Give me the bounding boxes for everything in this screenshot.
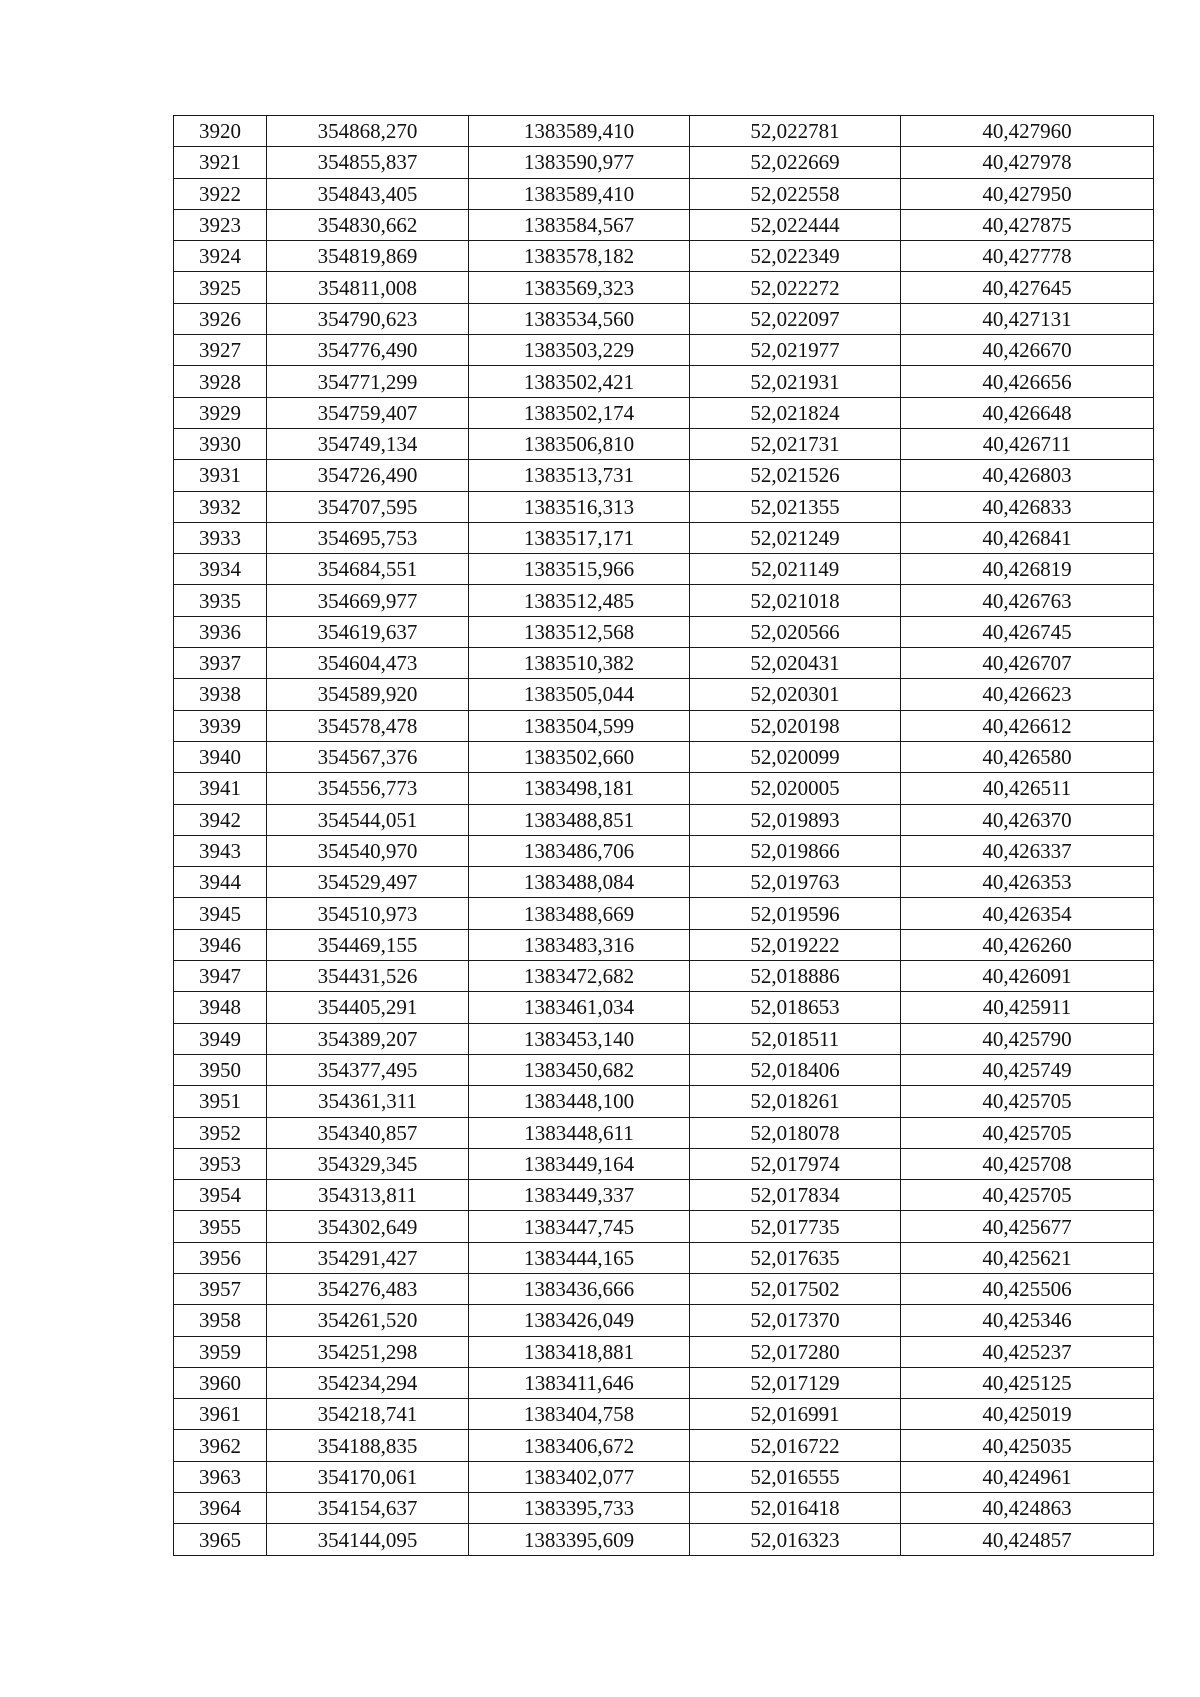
y-coordinate-cell: 1383472,682 bbox=[469, 961, 690, 992]
x-coordinate-cell: 354540,970 bbox=[267, 835, 469, 866]
latitude-cell: 52,018078 bbox=[690, 1117, 901, 1148]
latitude-cell: 52,022781 bbox=[690, 116, 901, 147]
table-row bbox=[174, 1211, 1154, 1242]
latitude-cell: 52,022444 bbox=[690, 209, 901, 240]
longitude-cell: 40,426370 bbox=[901, 804, 1154, 835]
y-coordinate-cell: 1383402,077 bbox=[469, 1461, 690, 1492]
point-number-cell: 3925 bbox=[174, 272, 267, 303]
y-coordinate-cell: 1383448,100 bbox=[469, 1086, 690, 1117]
latitude-cell: 52,021355 bbox=[690, 491, 901, 522]
x-coordinate-cell: 354261,520 bbox=[267, 1305, 469, 1336]
latitude-cell: 52,016418 bbox=[690, 1493, 901, 1524]
longitude-cell: 40,427978 bbox=[901, 147, 1154, 178]
x-coordinate-cell: 354144,095 bbox=[267, 1524, 469, 1555]
table-row bbox=[174, 1399, 1154, 1430]
y-coordinate-cell: 1383517,171 bbox=[469, 522, 690, 553]
longitude-cell: 40,427131 bbox=[901, 303, 1154, 334]
longitude-cell: 40,426841 bbox=[901, 522, 1154, 553]
point-number-cell: 3927 bbox=[174, 335, 267, 366]
point-number-cell: 3959 bbox=[174, 1336, 267, 1367]
table-row bbox=[174, 366, 1154, 397]
x-coordinate-cell: 354811,008 bbox=[267, 272, 469, 303]
table-row bbox=[174, 554, 1154, 585]
x-coordinate-cell: 354431,526 bbox=[267, 961, 469, 992]
y-coordinate-cell: 1383448,611 bbox=[469, 1117, 690, 1148]
longitude-cell: 40,426656 bbox=[901, 366, 1154, 397]
longitude-cell: 40,425035 bbox=[901, 1430, 1154, 1461]
point-number-cell: 3955 bbox=[174, 1211, 267, 1242]
table-row bbox=[174, 303, 1154, 334]
longitude-cell: 40,425705 bbox=[901, 1086, 1154, 1117]
longitude-cell: 40,427950 bbox=[901, 178, 1154, 209]
longitude-cell: 40,425237 bbox=[901, 1336, 1154, 1367]
y-coordinate-cell: 1383503,229 bbox=[469, 335, 690, 366]
coordinates-table bbox=[173, 115, 1154, 1556]
longitude-cell: 40,425708 bbox=[901, 1148, 1154, 1179]
latitude-cell: 52,016991 bbox=[690, 1399, 901, 1430]
table-row bbox=[174, 648, 1154, 679]
longitude-cell: 40,426707 bbox=[901, 648, 1154, 679]
point-number-cell: 3951 bbox=[174, 1086, 267, 1117]
table-row bbox=[174, 992, 1154, 1023]
table-row bbox=[174, 961, 1154, 992]
longitude-cell: 40,426803 bbox=[901, 460, 1154, 491]
longitude-cell: 40,426511 bbox=[901, 773, 1154, 804]
point-number-cell: 3932 bbox=[174, 491, 267, 522]
y-coordinate-cell: 1383404,758 bbox=[469, 1399, 690, 1430]
point-number-cell: 3928 bbox=[174, 366, 267, 397]
latitude-cell: 52,020099 bbox=[690, 741, 901, 772]
table-row bbox=[174, 616, 1154, 647]
table-row bbox=[174, 1086, 1154, 1117]
point-number-cell: 3938 bbox=[174, 679, 267, 710]
point-number-cell: 3924 bbox=[174, 241, 267, 272]
table-row bbox=[174, 241, 1154, 272]
longitude-cell: 40,426260 bbox=[901, 929, 1154, 960]
point-number-cell: 3937 bbox=[174, 648, 267, 679]
x-coordinate-cell: 354170,061 bbox=[267, 1461, 469, 1492]
table-row bbox=[174, 272, 1154, 303]
y-coordinate-cell: 1383512,568 bbox=[469, 616, 690, 647]
point-number-cell: 3920 bbox=[174, 116, 267, 147]
table-row bbox=[174, 1273, 1154, 1304]
latitude-cell: 52,016722 bbox=[690, 1430, 901, 1461]
y-coordinate-cell: 1383502,660 bbox=[469, 741, 690, 772]
table-row bbox=[174, 522, 1154, 553]
x-coordinate-cell: 354389,207 bbox=[267, 1023, 469, 1054]
table-row bbox=[174, 1430, 1154, 1461]
y-coordinate-cell: 1383498,181 bbox=[469, 773, 690, 804]
x-coordinate-cell: 354313,811 bbox=[267, 1180, 469, 1211]
latitude-cell: 52,019763 bbox=[690, 867, 901, 898]
point-number-cell: 3942 bbox=[174, 804, 267, 835]
point-number-cell: 3936 bbox=[174, 616, 267, 647]
point-number-cell: 3946 bbox=[174, 929, 267, 960]
x-coordinate-cell: 354771,299 bbox=[267, 366, 469, 397]
longitude-cell: 40,426648 bbox=[901, 397, 1154, 428]
table-row bbox=[174, 1242, 1154, 1273]
x-coordinate-cell: 354218,741 bbox=[267, 1399, 469, 1430]
x-coordinate-cell: 354578,478 bbox=[267, 710, 469, 741]
y-coordinate-cell: 1383411,646 bbox=[469, 1367, 690, 1398]
x-coordinate-cell: 354619,637 bbox=[267, 616, 469, 647]
latitude-cell: 52,022272 bbox=[690, 272, 901, 303]
x-coordinate-cell: 354469,155 bbox=[267, 929, 469, 960]
latitude-cell: 52,021931 bbox=[690, 366, 901, 397]
latitude-cell: 52,022349 bbox=[690, 241, 901, 272]
y-coordinate-cell: 1383516,313 bbox=[469, 491, 690, 522]
latitude-cell: 52,021824 bbox=[690, 397, 901, 428]
longitude-cell: 40,424961 bbox=[901, 1461, 1154, 1492]
table-row bbox=[174, 804, 1154, 835]
x-coordinate-cell: 354377,495 bbox=[267, 1054, 469, 1085]
latitude-cell: 52,021731 bbox=[690, 428, 901, 459]
y-coordinate-cell: 1383534,560 bbox=[469, 303, 690, 334]
latitude-cell: 52,018406 bbox=[690, 1054, 901, 1085]
x-coordinate-cell: 354276,483 bbox=[267, 1273, 469, 1304]
point-number-cell: 3921 bbox=[174, 147, 267, 178]
point-number-cell: 3962 bbox=[174, 1430, 267, 1461]
coordinates-table-body bbox=[174, 116, 1154, 1556]
longitude-cell: 40,426612 bbox=[901, 710, 1154, 741]
longitude-cell: 40,425621 bbox=[901, 1242, 1154, 1273]
point-number-cell: 3935 bbox=[174, 585, 267, 616]
y-coordinate-cell: 1383449,337 bbox=[469, 1180, 690, 1211]
y-coordinate-cell: 1383449,164 bbox=[469, 1148, 690, 1179]
latitude-cell: 52,020005 bbox=[690, 773, 901, 804]
longitude-cell: 40,426580 bbox=[901, 741, 1154, 772]
latitude-cell: 52,022669 bbox=[690, 147, 901, 178]
y-coordinate-cell: 1383512,485 bbox=[469, 585, 690, 616]
x-coordinate-cell: 354556,773 bbox=[267, 773, 469, 804]
x-coordinate-cell: 354868,270 bbox=[267, 116, 469, 147]
x-coordinate-cell: 354291,427 bbox=[267, 1242, 469, 1273]
latitude-cell: 52,022558 bbox=[690, 178, 901, 209]
x-coordinate-cell: 354589,920 bbox=[267, 679, 469, 710]
latitude-cell: 52,018511 bbox=[690, 1023, 901, 1054]
longitude-cell: 40,425346 bbox=[901, 1305, 1154, 1336]
x-coordinate-cell: 354188,835 bbox=[267, 1430, 469, 1461]
x-coordinate-cell: 354251,298 bbox=[267, 1336, 469, 1367]
latitude-cell: 52,019893 bbox=[690, 804, 901, 835]
longitude-cell: 40,426819 bbox=[901, 554, 1154, 585]
longitude-cell: 40,425019 bbox=[901, 1399, 1154, 1430]
table-row bbox=[174, 1180, 1154, 1211]
y-coordinate-cell: 1383502,421 bbox=[469, 366, 690, 397]
y-coordinate-cell: 1383589,410 bbox=[469, 116, 690, 147]
x-coordinate-cell: 354329,345 bbox=[267, 1148, 469, 1179]
latitude-cell: 52,017370 bbox=[690, 1305, 901, 1336]
x-coordinate-cell: 354776,490 bbox=[267, 335, 469, 366]
y-coordinate-cell: 1383590,977 bbox=[469, 147, 690, 178]
table-row bbox=[174, 1023, 1154, 1054]
table-row bbox=[174, 1493, 1154, 1524]
y-coordinate-cell: 1383488,669 bbox=[469, 898, 690, 929]
point-number-cell: 3965 bbox=[174, 1524, 267, 1555]
table-row bbox=[174, 710, 1154, 741]
point-number-cell: 3960 bbox=[174, 1367, 267, 1398]
y-coordinate-cell: 1383488,084 bbox=[469, 867, 690, 898]
longitude-cell: 40,427960 bbox=[901, 116, 1154, 147]
longitude-cell: 40,425911 bbox=[901, 992, 1154, 1023]
x-coordinate-cell: 354749,134 bbox=[267, 428, 469, 459]
longitude-cell: 40,425790 bbox=[901, 1023, 1154, 1054]
table-row bbox=[174, 741, 1154, 772]
y-coordinate-cell: 1383395,609 bbox=[469, 1524, 690, 1555]
table-row bbox=[174, 147, 1154, 178]
latitude-cell: 52,016555 bbox=[690, 1461, 901, 1492]
x-coordinate-cell: 354544,051 bbox=[267, 804, 469, 835]
point-number-cell: 3945 bbox=[174, 898, 267, 929]
x-coordinate-cell: 354510,973 bbox=[267, 898, 469, 929]
x-coordinate-cell: 354707,595 bbox=[267, 491, 469, 522]
longitude-cell: 40,427875 bbox=[901, 209, 1154, 240]
longitude-cell: 40,426337 bbox=[901, 835, 1154, 866]
table-row bbox=[174, 679, 1154, 710]
y-coordinate-cell: 1383505,044 bbox=[469, 679, 690, 710]
x-coordinate-cell: 354604,473 bbox=[267, 648, 469, 679]
x-coordinate-cell: 354529,497 bbox=[267, 867, 469, 898]
latitude-cell: 52,021249 bbox=[690, 522, 901, 553]
point-number-cell: 3958 bbox=[174, 1305, 267, 1336]
longitude-cell: 40,424857 bbox=[901, 1524, 1154, 1555]
table-row bbox=[174, 835, 1154, 866]
latitude-cell: 52,021018 bbox=[690, 585, 901, 616]
latitude-cell: 52,017129 bbox=[690, 1367, 901, 1398]
x-coordinate-cell: 354790,623 bbox=[267, 303, 469, 334]
x-coordinate-cell: 354340,857 bbox=[267, 1117, 469, 1148]
longitude-cell: 40,426763 bbox=[901, 585, 1154, 616]
x-coordinate-cell: 354819,869 bbox=[267, 241, 469, 272]
x-coordinate-cell: 354830,662 bbox=[267, 209, 469, 240]
point-number-cell: 3943 bbox=[174, 835, 267, 866]
table-row bbox=[174, 1305, 1154, 1336]
longitude-cell: 40,426353 bbox=[901, 867, 1154, 898]
x-coordinate-cell: 354669,977 bbox=[267, 585, 469, 616]
x-coordinate-cell: 354726,490 bbox=[267, 460, 469, 491]
y-coordinate-cell: 1383486,706 bbox=[469, 835, 690, 866]
latitude-cell: 52,021977 bbox=[690, 335, 901, 366]
x-coordinate-cell: 354684,551 bbox=[267, 554, 469, 585]
point-number-cell: 3940 bbox=[174, 741, 267, 772]
x-coordinate-cell: 354302,649 bbox=[267, 1211, 469, 1242]
point-number-cell: 3926 bbox=[174, 303, 267, 334]
point-number-cell: 3963 bbox=[174, 1461, 267, 1492]
x-coordinate-cell: 354405,291 bbox=[267, 992, 469, 1023]
y-coordinate-cell: 1383436,666 bbox=[469, 1273, 690, 1304]
point-number-cell: 3954 bbox=[174, 1180, 267, 1211]
latitude-cell: 52,020198 bbox=[690, 710, 901, 741]
y-coordinate-cell: 1383578,182 bbox=[469, 241, 690, 272]
point-number-cell: 3964 bbox=[174, 1493, 267, 1524]
table-row bbox=[174, 1117, 1154, 1148]
x-coordinate-cell: 354234,294 bbox=[267, 1367, 469, 1398]
longitude-cell: 40,425705 bbox=[901, 1117, 1154, 1148]
longitude-cell: 40,426623 bbox=[901, 679, 1154, 710]
longitude-cell: 40,427778 bbox=[901, 241, 1154, 272]
table-row bbox=[174, 491, 1154, 522]
point-number-cell: 3939 bbox=[174, 710, 267, 741]
latitude-cell: 52,018886 bbox=[690, 961, 901, 992]
latitude-cell: 52,017834 bbox=[690, 1180, 901, 1211]
point-number-cell: 3929 bbox=[174, 397, 267, 428]
y-coordinate-cell: 1383589,410 bbox=[469, 178, 690, 209]
point-number-cell: 3950 bbox=[174, 1054, 267, 1085]
y-coordinate-cell: 1383483,316 bbox=[469, 929, 690, 960]
y-coordinate-cell: 1383426,049 bbox=[469, 1305, 690, 1336]
latitude-cell: 52,020566 bbox=[690, 616, 901, 647]
point-number-cell: 3923 bbox=[174, 209, 267, 240]
table-row bbox=[174, 116, 1154, 147]
table-row bbox=[174, 178, 1154, 209]
x-coordinate-cell: 354759,407 bbox=[267, 397, 469, 428]
table-row bbox=[174, 1148, 1154, 1179]
x-coordinate-cell: 354695,753 bbox=[267, 522, 469, 553]
point-number-cell: 3922 bbox=[174, 178, 267, 209]
latitude-cell: 52,016323 bbox=[690, 1524, 901, 1555]
longitude-cell: 40,425506 bbox=[901, 1273, 1154, 1304]
x-coordinate-cell: 354154,637 bbox=[267, 1493, 469, 1524]
table-row bbox=[174, 867, 1154, 898]
y-coordinate-cell: 1383569,323 bbox=[469, 272, 690, 303]
y-coordinate-cell: 1383444,165 bbox=[469, 1242, 690, 1273]
longitude-cell: 40,427645 bbox=[901, 272, 1154, 303]
longitude-cell: 40,426354 bbox=[901, 898, 1154, 929]
point-number-cell: 3957 bbox=[174, 1273, 267, 1304]
longitude-cell: 40,425749 bbox=[901, 1054, 1154, 1085]
latitude-cell: 52,021149 bbox=[690, 554, 901, 585]
latitude-cell: 52,022097 bbox=[690, 303, 901, 334]
table-row bbox=[174, 397, 1154, 428]
longitude-cell: 40,426745 bbox=[901, 616, 1154, 647]
x-coordinate-cell: 354843,405 bbox=[267, 178, 469, 209]
point-number-cell: 3947 bbox=[174, 961, 267, 992]
latitude-cell: 52,017635 bbox=[690, 1242, 901, 1273]
point-number-cell: 3933 bbox=[174, 522, 267, 553]
point-number-cell: 3934 bbox=[174, 554, 267, 585]
y-coordinate-cell: 1383395,733 bbox=[469, 1493, 690, 1524]
point-number-cell: 3961 bbox=[174, 1399, 267, 1430]
table-row bbox=[174, 585, 1154, 616]
y-coordinate-cell: 1383488,851 bbox=[469, 804, 690, 835]
table-row bbox=[174, 929, 1154, 960]
point-number-cell: 3953 bbox=[174, 1148, 267, 1179]
latitude-cell: 52,019222 bbox=[690, 929, 901, 960]
y-coordinate-cell: 1383504,599 bbox=[469, 710, 690, 741]
longitude-cell: 40,425125 bbox=[901, 1367, 1154, 1398]
y-coordinate-cell: 1383418,881 bbox=[469, 1336, 690, 1367]
table-row bbox=[174, 1524, 1154, 1555]
point-number-cell: 3952 bbox=[174, 1117, 267, 1148]
x-coordinate-cell: 354855,837 bbox=[267, 147, 469, 178]
table-row bbox=[174, 335, 1154, 366]
y-coordinate-cell: 1383453,140 bbox=[469, 1023, 690, 1054]
point-number-cell: 3948 bbox=[174, 992, 267, 1023]
y-coordinate-cell: 1383584,567 bbox=[469, 209, 690, 240]
x-coordinate-cell: 354361,311 bbox=[267, 1086, 469, 1117]
y-coordinate-cell: 1383450,682 bbox=[469, 1054, 690, 1085]
latitude-cell: 52,020301 bbox=[690, 679, 901, 710]
latitude-cell: 52,017735 bbox=[690, 1211, 901, 1242]
table-row bbox=[174, 209, 1154, 240]
table-row bbox=[174, 1461, 1154, 1492]
longitude-cell: 40,426833 bbox=[901, 491, 1154, 522]
latitude-cell: 52,019596 bbox=[690, 898, 901, 929]
y-coordinate-cell: 1383502,174 bbox=[469, 397, 690, 428]
latitude-cell: 52,020431 bbox=[690, 648, 901, 679]
longitude-cell: 40,425705 bbox=[901, 1180, 1154, 1211]
y-coordinate-cell: 1383510,382 bbox=[469, 648, 690, 679]
table-row bbox=[174, 1054, 1154, 1085]
latitude-cell: 52,017280 bbox=[690, 1336, 901, 1367]
point-number-cell: 3930 bbox=[174, 428, 267, 459]
table-row bbox=[174, 460, 1154, 491]
y-coordinate-cell: 1383513,731 bbox=[469, 460, 690, 491]
table-row bbox=[174, 773, 1154, 804]
table-row bbox=[174, 898, 1154, 929]
y-coordinate-cell: 1383461,034 bbox=[469, 992, 690, 1023]
longitude-cell: 40,426711 bbox=[901, 428, 1154, 459]
y-coordinate-cell: 1383447,745 bbox=[469, 1211, 690, 1242]
latitude-cell: 52,019866 bbox=[690, 835, 901, 866]
latitude-cell: 52,021526 bbox=[690, 460, 901, 491]
latitude-cell: 52,018261 bbox=[690, 1086, 901, 1117]
latitude-cell: 52,018653 bbox=[690, 992, 901, 1023]
point-number-cell: 3944 bbox=[174, 867, 267, 898]
y-coordinate-cell: 1383406,672 bbox=[469, 1430, 690, 1461]
point-number-cell: 3956 bbox=[174, 1242, 267, 1273]
table-row bbox=[174, 428, 1154, 459]
y-coordinate-cell: 1383506,810 bbox=[469, 428, 690, 459]
table-row bbox=[174, 1336, 1154, 1367]
longitude-cell: 40,426670 bbox=[901, 335, 1154, 366]
longitude-cell: 40,424863 bbox=[901, 1493, 1154, 1524]
longitude-cell: 40,425677 bbox=[901, 1211, 1154, 1242]
table-row bbox=[174, 1367, 1154, 1398]
point-number-cell: 3941 bbox=[174, 773, 267, 804]
point-number-cell: 3949 bbox=[174, 1023, 267, 1054]
y-coordinate-cell: 1383515,966 bbox=[469, 554, 690, 585]
longitude-cell: 40,426091 bbox=[901, 961, 1154, 992]
latitude-cell: 52,017974 bbox=[690, 1148, 901, 1179]
x-coordinate-cell: 354567,376 bbox=[267, 741, 469, 772]
point-number-cell: 3931 bbox=[174, 460, 267, 491]
latitude-cell: 52,017502 bbox=[690, 1273, 901, 1304]
